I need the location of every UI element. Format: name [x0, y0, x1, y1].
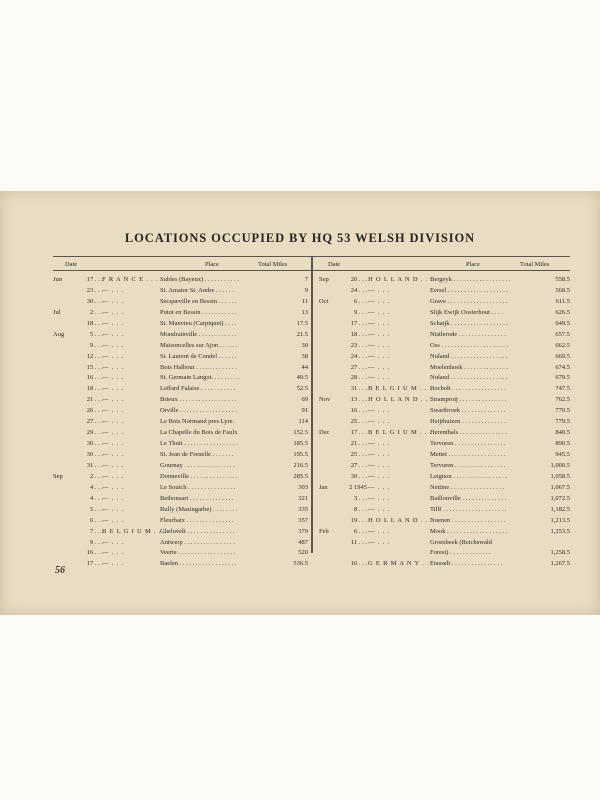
place-cell: Nuland . . . . . . . . . . . . . . . . . .	[430, 352, 508, 360]
place-cell: Nettine . . . . . . . . . . . . . . . . .	[430, 483, 505, 491]
country-cell: B E L G I U M . . .	[102, 527, 167, 535]
location-row	[316, 538, 570, 549]
miles-cell: 611.5	[555, 297, 570, 305]
place-cell: Oss . . . . . . . . . . . . . . . . . . . . .	[430, 341, 509, 349]
location-row	[53, 461, 309, 472]
country-cell: H O L L A N D . . .	[368, 516, 433, 524]
place-cell: Slijk Ewijk Oosterhout . . . .	[430, 308, 503, 316]
miles-cell: 1,267.5	[550, 560, 570, 568]
day-cell: 30 . . .	[350, 472, 367, 480]
location-row	[53, 297, 309, 308]
country-cell: — . . .	[102, 483, 124, 491]
day-cell: 6 . . .	[354, 527, 367, 535]
day-cell: 11 . . .	[350, 538, 367, 546]
day-cell: 17 . . .	[350, 429, 367, 437]
location-row	[53, 527, 309, 538]
day-cell: 17 . . .	[86, 560, 103, 568]
location-row	[53, 395, 309, 406]
country-cell: — . . .	[368, 341, 390, 349]
country-cell: — . . .	[102, 494, 124, 502]
month-cell: Jul	[53, 308, 61, 316]
day-cell: 3 . . .	[354, 494, 367, 502]
day-cell: 8 . . .	[354, 505, 367, 513]
place-cell: Gournay . . . . . . . . . . . . . . . .	[160, 461, 235, 469]
location-row	[53, 538, 309, 549]
miles-cell: 626.5	[555, 308, 570, 316]
country-cell: — . . .	[102, 330, 124, 338]
location-row	[316, 428, 570, 439]
miles-cell: 44	[301, 363, 308, 371]
place-cell: Veerie . . . . . . . . . . . . . . . . . .	[160, 549, 236, 557]
location-row	[53, 450, 309, 461]
location-row	[316, 275, 570, 286]
month-cell: Oct	[319, 297, 329, 305]
country-cell: — . . .	[368, 374, 390, 382]
miles-cell: 216.5	[293, 461, 308, 469]
place-cell: Brieux . . . . . . . . . . . . . . . . . .	[160, 396, 237, 404]
place-cell: Eersel . . . . . . . . . . . . . . . . . . .	[430, 286, 508, 294]
miles-cell: 1,253.5	[550, 527, 570, 535]
place-cell: Grave . . . . . . . . . . . . . . . . . . .	[430, 297, 508, 305]
day-cell: 17 . . .	[86, 276, 103, 283]
country-cell: — . . .	[368, 505, 390, 513]
miles-cell: 1,182.5	[550, 505, 570, 513]
month-cell: Aug	[53, 330, 65, 338]
location-row	[53, 363, 309, 374]
location-row	[53, 439, 309, 450]
day-cell: 2 . . .	[90, 472, 103, 480]
day-cell: 23 . . .	[86, 286, 103, 294]
page-number: 56	[55, 565, 65, 576]
miles-cell: 21.5	[296, 330, 308, 338]
miles-cell: 52.5	[296, 385, 308, 393]
miles-cell: 11	[301, 297, 308, 305]
miles-cell: 38	[301, 352, 308, 360]
miles-cell: 379	[298, 527, 308, 535]
country-cell: — . . .	[368, 538, 390, 546]
day-cell: 30 . . .	[86, 451, 103, 458]
country-cell: — . . .	[368, 494, 390, 502]
day-cell: 17 . . .	[350, 319, 367, 327]
country-cell: — . . .	[102, 418, 124, 426]
location-row	[316, 450, 570, 461]
miles-cell: 17.5	[296, 319, 308, 327]
right-column-headers	[316, 260, 570, 270]
day-cell: 21 . . .	[86, 396, 103, 404]
place-cell: Stramproij . . . . . . . . . . . . . . .	[430, 396, 507, 404]
location-row	[316, 527, 570, 538]
country-cell: — . . .	[102, 363, 124, 371]
location-row	[316, 417, 570, 428]
location-row	[53, 286, 309, 297]
miles-cell: 945.5	[555, 451, 570, 458]
country-cell: — . . .	[368, 418, 390, 426]
miles-cell: 520	[298, 549, 308, 557]
miles-cell: 30	[301, 341, 308, 349]
miles-cell: 649.5	[555, 319, 570, 327]
location-row	[53, 406, 309, 417]
country-cell: — . . .	[368, 461, 390, 469]
country-cell: — . . .	[102, 319, 124, 327]
place-cell: Bois Halbout . . . . . . . . . . . . .	[160, 363, 237, 371]
header-date-right: Date	[328, 261, 341, 268]
country-cell: — . . .	[102, 505, 124, 513]
place-cell: Le Thuit . . . . . . . . . . . . . . . . .	[160, 440, 238, 448]
location-row	[53, 483, 309, 494]
miles-cell: 114	[298, 418, 308, 426]
miles-cell: 91	[301, 407, 308, 415]
location-row	[316, 395, 570, 406]
country-cell: — . . .	[368, 363, 390, 371]
miles-cell: 321	[298, 494, 308, 502]
miles-cell: 1,213.5	[550, 516, 570, 524]
day-cell: 21 . . .	[350, 440, 367, 448]
location-row	[316, 439, 570, 450]
location-row	[316, 384, 570, 395]
miles-cell: 1,000.5	[550, 461, 570, 469]
day-cell: 5 . . .	[90, 505, 103, 513]
country-cell: — . . .	[102, 385, 124, 393]
day-cell: 28 . . .	[350, 374, 367, 382]
month-cell: Jan	[319, 483, 328, 491]
place-cell: Leffard Falaise . . . . . . . . . . .	[160, 385, 236, 393]
location-row	[316, 363, 570, 374]
miles-cell: 1,258.5	[550, 549, 570, 557]
day-cell: 6 . . .	[90, 516, 103, 524]
day-cell: 4 . . .	[90, 483, 103, 491]
miles-cell: 558.5	[555, 276, 570, 283]
place-cell: Baillonville . . . . . . . . . . . . . .	[430, 494, 507, 502]
location-row	[53, 472, 309, 483]
miles-cell: 674.5	[555, 363, 570, 371]
location-row	[53, 384, 309, 395]
location-row	[316, 494, 570, 505]
location-row	[316, 308, 570, 319]
miles-cell: 7	[304, 276, 308, 283]
location-row	[53, 505, 309, 516]
country-cell: F R A N C E . . .	[102, 276, 159, 283]
day-cell: 30 . . .	[86, 297, 103, 305]
location-row	[316, 373, 570, 384]
left-column-headers	[53, 260, 309, 270]
day-cell: 24 . . .	[350, 286, 367, 294]
miles-cell: 657.5	[555, 330, 570, 338]
location-row	[316, 559, 570, 570]
place-cell: Bethonsart . . . . . . . . . . . . . .	[160, 494, 234, 502]
miles-cell: 195.5	[293, 451, 308, 458]
day-cell: 25 . . .	[350, 451, 367, 458]
place-cell: Nuenen . . . . . . . . . . . . . . . . .	[430, 516, 506, 524]
day-cell: 6 . . .	[354, 297, 367, 305]
country-cell: — . . .	[102, 308, 124, 316]
place-cell: Fleurbaix . . . . . . . . . . . . . . .	[160, 516, 234, 524]
location-row	[316, 297, 570, 308]
day-cell: 25 . . .	[350, 418, 367, 426]
country-cell: — . . .	[102, 549, 124, 557]
miles-cell: 185.5	[293, 440, 308, 448]
country-cell: — . . .	[102, 461, 124, 469]
day-cell: 13 . . .	[350, 396, 367, 404]
place-cell: Nuland . . . . . . . . . . . . . . . . . .	[430, 374, 508, 382]
miles-cell: 840.5	[555, 429, 570, 437]
country-cell: H O L L A N D . . .	[368, 396, 433, 404]
country-cell: — . . .	[368, 352, 390, 360]
country-cell: — . . .	[102, 297, 124, 305]
miles-cell: 662.5	[555, 341, 570, 349]
place-cell: Bergeyk . . . . . . . . . . . . . . . . . .	[430, 276, 511, 283]
day-cell: 29 . . .	[86, 429, 103, 437]
place-cell: Moelenhoek . . . . . . . . . . . . . .	[430, 363, 508, 371]
miles-cell: 890.5	[555, 440, 570, 448]
day-cell: 2 1945	[349, 483, 367, 491]
miles-cell: 357	[298, 516, 308, 524]
day-cell: 9 . . .	[90, 538, 103, 546]
miles-cell: 69	[301, 396, 308, 404]
page-title: LOCATIONS OCCUPIED BY HQ 53 WELSH DIVISION	[124, 231, 476, 245]
country-cell: — . . .	[368, 407, 390, 415]
place-cell: Mondrainville . . . . . . . . . . . .	[160, 330, 237, 338]
right-location-list	[316, 275, 570, 570]
miles-cell: 303	[298, 483, 308, 491]
country-cell: B E L G I U M . . .	[368, 429, 433, 437]
day-cell: 15 . . .	[86, 363, 103, 371]
header-place-left: Place	[205, 261, 219, 268]
country-cell: — . . .	[368, 483, 390, 491]
place-cell: Subles (Bayeux) . . . . . . . . . . .	[160, 276, 239, 283]
place-cell: St. Laurent de Condel . . . . . .	[160, 352, 237, 360]
place-cell: Schaijk . . . . . . . . . . . . . . . . . .	[430, 319, 508, 327]
place-cell: Mettet . . . . . . . . . . . . . . . . . .	[430, 451, 506, 458]
location-row	[53, 341, 309, 352]
miles-cell: 536.5	[293, 560, 308, 568]
country-cell: — . . .	[368, 308, 390, 316]
day-cell: 27 . . .	[350, 363, 367, 371]
place-cell: Bully (Mazingarbe) . . . . . . . .	[160, 505, 238, 513]
place-cell: Secqueville en Bessin . . . . . .	[160, 297, 237, 305]
miles-cell: 335	[298, 505, 308, 513]
month-cell: Sep	[319, 276, 329, 283]
place-cell: Tervuren . . . . . . . . . . . . . . . .	[430, 461, 506, 469]
location-row	[316, 352, 570, 363]
location-row	[316, 472, 570, 483]
day-cell: 19 . . .	[350, 516, 367, 524]
location-row	[53, 548, 309, 559]
miles-cell: 152.5	[293, 429, 308, 437]
location-row	[53, 308, 309, 319]
column-divider	[311, 256, 313, 553]
place-cell: St. Jean de Frenelle . . . . . . .	[160, 451, 234, 458]
location-row	[53, 319, 309, 330]
miles-cell: 9	[304, 286, 308, 294]
place-cell: Herenthals . . . . . . . . . . . . . . .	[430, 429, 507, 437]
place-cell: Frasselt . . . . . . . . . . . . . . . .	[430, 560, 503, 568]
country-cell: — . . .	[368, 527, 390, 535]
country-cell: B E L G I U M . . .	[368, 385, 433, 393]
location-row	[53, 352, 309, 363]
place-cell: Nistlerode . . . . . . . . . . . . . . .	[430, 330, 506, 338]
location-row	[316, 341, 570, 352]
country-cell: — . . .	[102, 396, 124, 404]
day-cell: 16 . . .	[86, 549, 103, 557]
day-cell: 12 . . .	[86, 352, 103, 360]
day-cell: 30 . . .	[86, 440, 103, 448]
day-cell: 18 . . .	[86, 319, 103, 327]
place-cell: Orville . . . . . . . . . . . . . . . . . .	[160, 407, 237, 415]
country-cell: — . . .	[102, 407, 124, 415]
month-cell: Nov	[319, 396, 331, 404]
miles-cell: 285.5	[293, 472, 308, 480]
country-cell: — . . .	[102, 352, 124, 360]
miles-cell: 1,058.5	[550, 472, 570, 480]
place-cell: Antwerp . . . . . . . . . . . . . . . .	[160, 538, 235, 546]
place-cell: Tervuren . . . . . . . . . . . . . . . .	[430, 440, 506, 448]
country-cell: — . . .	[368, 286, 390, 294]
day-cell: 9 . . .	[90, 341, 103, 349]
day-cell: 18 . . .	[350, 330, 367, 338]
day-cell: 31 . . .	[350, 385, 367, 393]
day-cell: 20 . . .	[350, 276, 367, 283]
book-page	[0, 191, 600, 615]
day-cell: 16 . . .	[350, 407, 367, 415]
place-cell: Tillf . . . . . . . . . . . . . . . . . . . .	[430, 505, 507, 513]
miles-cell: 679.5	[555, 374, 570, 382]
place-cell: St. Amator St. Andre . . . . . .	[160, 286, 234, 294]
day-cell: 2 . . .	[90, 308, 103, 316]
location-row	[316, 516, 570, 527]
country-cell: — . . .	[102, 538, 124, 546]
location-row	[53, 559, 309, 570]
country-cell: — . . .	[102, 440, 124, 448]
country-cell: — . . .	[368, 451, 390, 458]
location-row	[316, 330, 570, 341]
place-cell: Groesbeek (Reichswald	[430, 538, 492, 546]
header-date-left: Date	[65, 261, 78, 268]
location-row	[53, 428, 309, 439]
location-row	[53, 275, 309, 286]
country-cell: — . . .	[368, 440, 390, 448]
place-cell: Le Souich . . . . . . . . . . . . . . .	[160, 483, 236, 491]
country-cell: — . . .	[368, 472, 390, 480]
day-cell: 9 . . .	[354, 308, 367, 316]
miles-cell: 487	[298, 538, 308, 546]
country-cell: — . . .	[102, 560, 124, 568]
miles-cell: 568.5	[555, 286, 570, 294]
place-cell: Swartbroek . . . . . . . . . . . . . .	[430, 407, 506, 415]
country-cell: — . . .	[368, 297, 390, 305]
day-cell: 16 . . .	[86, 374, 103, 382]
month-cell: Sep	[53, 472, 63, 480]
country-cell: H O L L A N D . . .	[368, 276, 433, 283]
country-cell: — . . .	[102, 341, 124, 349]
month-cell: Jun	[53, 276, 63, 283]
day-cell: 24 . . .	[350, 352, 367, 360]
country-cell: — . . .	[368, 330, 390, 338]
miles-cell: 13	[301, 308, 308, 316]
location-row	[53, 516, 309, 527]
location-row	[316, 406, 570, 417]
location-row	[316, 505, 570, 516]
country-cell: — . . .	[102, 516, 124, 524]
place-cell: Bocholt . . . . . . . . . . . . . . . . .	[430, 385, 506, 393]
miles-cell: 747.5	[555, 385, 570, 393]
left-location-list	[53, 275, 309, 570]
header-place-right: Place	[466, 261, 480, 268]
location-row	[53, 494, 309, 505]
place-cell: Leignon . . . . . . . . . . . . . . . . .	[430, 472, 507, 480]
miles-cell: 1,067.5	[550, 483, 570, 491]
miles-cell: 762.5	[555, 396, 570, 404]
day-cell: 7 . . .	[90, 527, 103, 535]
location-row	[316, 319, 570, 330]
day-cell: 31 . . .	[86, 461, 103, 469]
miles-cell: 49.5	[296, 374, 308, 382]
country-cell: — . . .	[102, 472, 124, 480]
place-cell: Baelen . . . . . . . . . . . . . . . . . .	[160, 560, 237, 568]
country-cell: G E R M A N Y . . .	[368, 560, 435, 568]
month-cell: Dec	[319, 429, 330, 437]
place-cell: Maisoncelles sur Ajon . . . . . .	[160, 341, 238, 349]
country-cell: — . . .	[102, 374, 124, 382]
country-cell: — . . .	[368, 319, 390, 327]
location-row	[53, 373, 309, 384]
day-cell: 5 . . .	[90, 330, 103, 338]
day-cell: 4 . . .	[90, 494, 103, 502]
day-cell: 26 . . .	[86, 407, 103, 415]
location-row	[53, 330, 309, 341]
day-cell: 18 . . .	[86, 385, 103, 393]
miles-cell: 779.5	[555, 418, 570, 426]
place-cell: Heijthuizen . . . . . . . . . . . . . .	[430, 418, 506, 426]
place-cell: La Chapelle du Bois de Faulx	[160, 429, 238, 437]
country-cell: — . . .	[102, 451, 124, 458]
day-cell: 23 . . .	[350, 341, 367, 349]
country-cell: — . . .	[102, 286, 124, 294]
location-row	[316, 286, 570, 297]
miles-cell: 770.5	[555, 407, 570, 415]
month-cell: Feb	[319, 527, 329, 535]
place-cell: Forest) . . . . . . . . . . . . .	[430, 549, 491, 557]
location-row	[53, 417, 309, 428]
day-cell: 27 . . .	[350, 461, 367, 469]
place-cell: Mook . . . . . . . . . . . . . . . . . . .	[430, 527, 508, 535]
location-row	[316, 483, 570, 494]
miles-cell: 1,072.5	[550, 494, 570, 502]
day-cell: 16 . . .	[350, 560, 367, 568]
place-cell: St. Germain Langot. . . . . . . . .	[160, 374, 240, 382]
place-cell: Donneville . . . . . . . . . . . . . . .	[160, 472, 238, 480]
header-miles-right: Total Miles	[520, 261, 550, 268]
place-cell: Putot en Bessin . . . . . . . . . . .	[160, 308, 237, 316]
place-cell: St. Manvieu (Carpiquet) . . . .	[160, 319, 237, 327]
header-miles-left: Total Miles	[258, 261, 288, 268]
location-row	[316, 548, 570, 559]
place-cell: Le Bois Normand pres Lyre.	[160, 418, 235, 426]
place-cell: Gheluvelt . . . . . . . . . . . . . . .	[160, 527, 235, 535]
location-row	[316, 461, 570, 472]
country-cell: — . . .	[102, 429, 124, 437]
miles-cell: 669.5	[555, 352, 570, 360]
day-cell: 27 . . .	[86, 418, 103, 426]
